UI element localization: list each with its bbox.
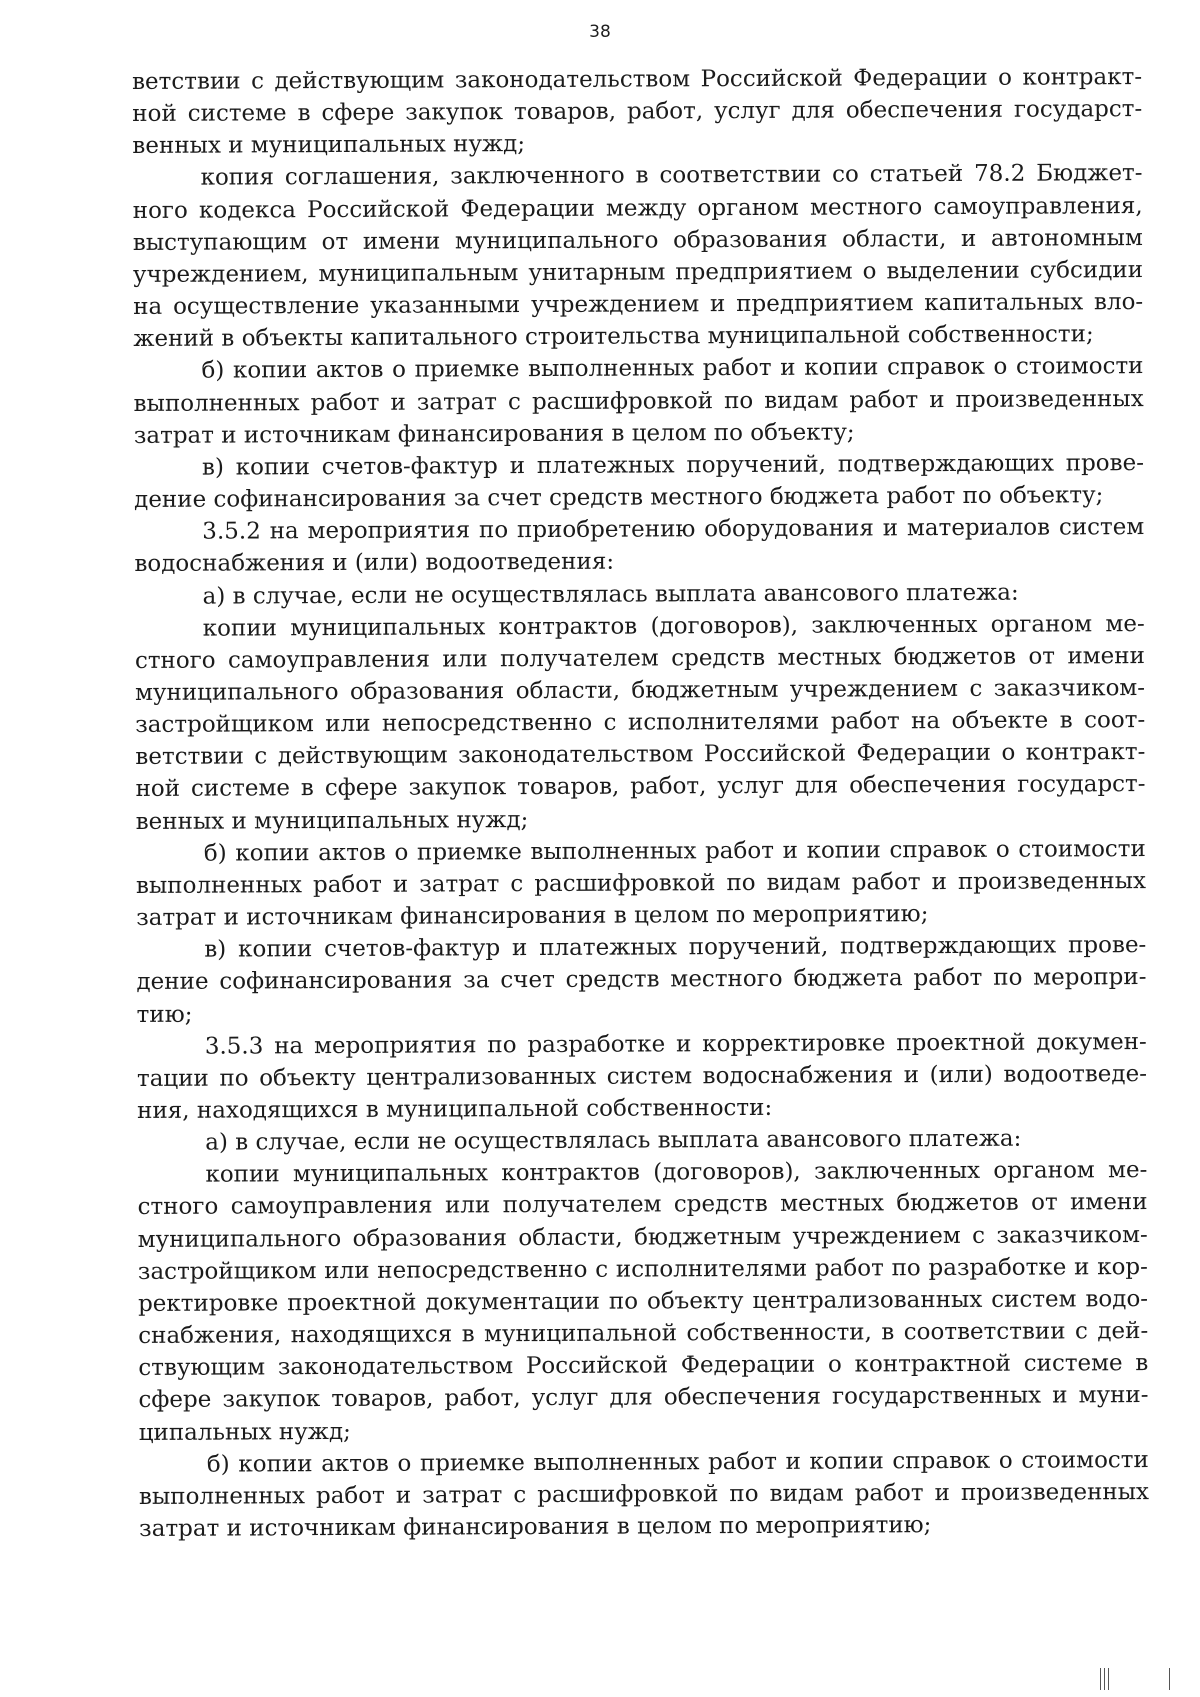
- text-line: тию;: [136, 1001, 193, 1028]
- text-line: венных и муниципальных нужд;: [132, 131, 526, 160]
- text-line: б) копии актов о приемке выполненных работ и копии справок о стоимости: [201, 353, 1144, 385]
- text-line: сфере закупок товаров, работ, услуг для обеспечения государственных и муни-: [138, 1382, 1149, 1414]
- text-line: 3.5.3 на мероприятия по разработке и корректировке проектной докумен-: [204, 1028, 1147, 1060]
- text-line: застройщиком или непосредственно с исполнителями работ по разработке и кор-: [137, 1253, 1148, 1285]
- text-line: выполненных работ и затрат с расшифровкой по видам работ и произведенных: [133, 385, 1144, 417]
- text-line: 3.5.2 на мероприятия по приобретению оборудования и материалов систем: [202, 514, 1145, 545]
- text-line: копии муниципальных контрактов (договоров), заключенных органом ме-: [202, 610, 1145, 642]
- text-line: ной системе в сфере закупок товаров, работ, услуг для обеспечения государст-: [132, 96, 1143, 128]
- text-line: в) копии счетов-фактур и платежных поручений, подтверждающих прове-: [204, 932, 1147, 963]
- text-line: б) копии актов о приемке выполненных работ и копии справок о стоимости: [206, 1446, 1149, 1478]
- text-line: ципальных нужд;: [138, 1418, 351, 1446]
- text-line: копии муниципальных контрактов (договоров), заключенных органом ме-: [205, 1157, 1148, 1188]
- text-line: выполненных работ и затрат с расшифровкой по видам работ и произведенных: [138, 1478, 1150, 1510]
- text-line: стного самоуправления или получателем средств местных бюджетов от имени: [134, 642, 1145, 674]
- text-line: дение софинансирования за счет средств местного бюджета работ по меропри-: [136, 964, 1147, 996]
- document-body: [132, 61, 1149, 1545]
- text-line: муниципального образования области, бюджетным учреждением с заказчиком-: [137, 1221, 1148, 1253]
- text-line: застройщиком или непосредственно с исполнителями работ на объекте в соот-: [135, 707, 1146, 739]
- text-line: выступающим от имени муниципального образования области, и автономным: [132, 224, 1143, 256]
- text-line: ветствии с действующим законодательством Российской Федерации о контракт-: [135, 739, 1146, 771]
- scan-edge-marks: [1098, 1668, 1178, 1692]
- text-line: ветствии с действующим законодательством Российской Федерации о контракт-: [132, 64, 1143, 95]
- text-line: водоснабжения и (или) водоотведения:: [134, 548, 615, 578]
- text-line: ствующим законодательством Российской Федерации о контрактной системе в: [138, 1350, 1149, 1382]
- text-line: в) копии счетов-фактур и платежных поручений, подтверждающих прове-: [201, 449, 1145, 481]
- text-line: б) копии актов о приемке выполненных работ и копии справок о стоимости: [203, 835, 1146, 867]
- text-line: венных и муниципальных нужд;: [135, 806, 529, 835]
- text-line: копия соглашения, заключенного в соответствии со статьей 78.2 Бюджет-: [200, 160, 1143, 192]
- text-line: муниципального образования области, бюджетным учреждением с заказчиком-: [135, 675, 1146, 706]
- text-line: дение софинансирования за счет средств местного бюджета работ по объекту;: [134, 482, 1104, 514]
- text-line: тации по объекту централизованных систем водоснабжения и (или) водоотведе-: [136, 1060, 1148, 1092]
- text-line: затрат и источникам финансирования в целом по объекту;: [133, 419, 855, 449]
- text-line: стного самоуправления или получателем средств местных бюджетов от имени: [137, 1189, 1148, 1221]
- text-line: на осуществление указанными учреждением и предприятием капитальных вло-: [133, 289, 1144, 321]
- page-number: 38: [589, 22, 611, 42]
- text-line: затрат и источникам финансирования в целом по мероприятию;: [136, 901, 929, 932]
- text-line: ной системе в сфере закупок товаров, работ, услуг для обеспечения государст-: [135, 771, 1146, 803]
- text-line: учреждением, муниципальным унитарным предприятием о выделении субсидии: [132, 256, 1144, 288]
- text-line: затрат и источникам финансирования в целом по мероприятию;: [139, 1512, 932, 1543]
- text-line: а) в случае, если не осуществлялась выплата авансового платежа:: [205, 1125, 1022, 1156]
- text-line: снабжения, находящихся в муниципальной собственности, в соответствии с дей-: [138, 1318, 1149, 1350]
- text-line: жений в объекты капитального строительства муниципальной собственности;: [133, 321, 1094, 353]
- text-line: а) в случае, если не осуществлялась выплата авансового платежа:: [202, 579, 1019, 610]
- text-line: ного кодекса Российской Федерации между органом местного самоуправления,: [132, 192, 1143, 224]
- text-line: выполненных работ и затрат с расшифровкой по видам работ и произведенных: [135, 867, 1147, 899]
- text-line: ректировке проектной документации по объекту централизованных систем водо-: [137, 1285, 1149, 1317]
- text-line: ния, находящихся в муниципальной собственности:: [137, 1094, 773, 1124]
